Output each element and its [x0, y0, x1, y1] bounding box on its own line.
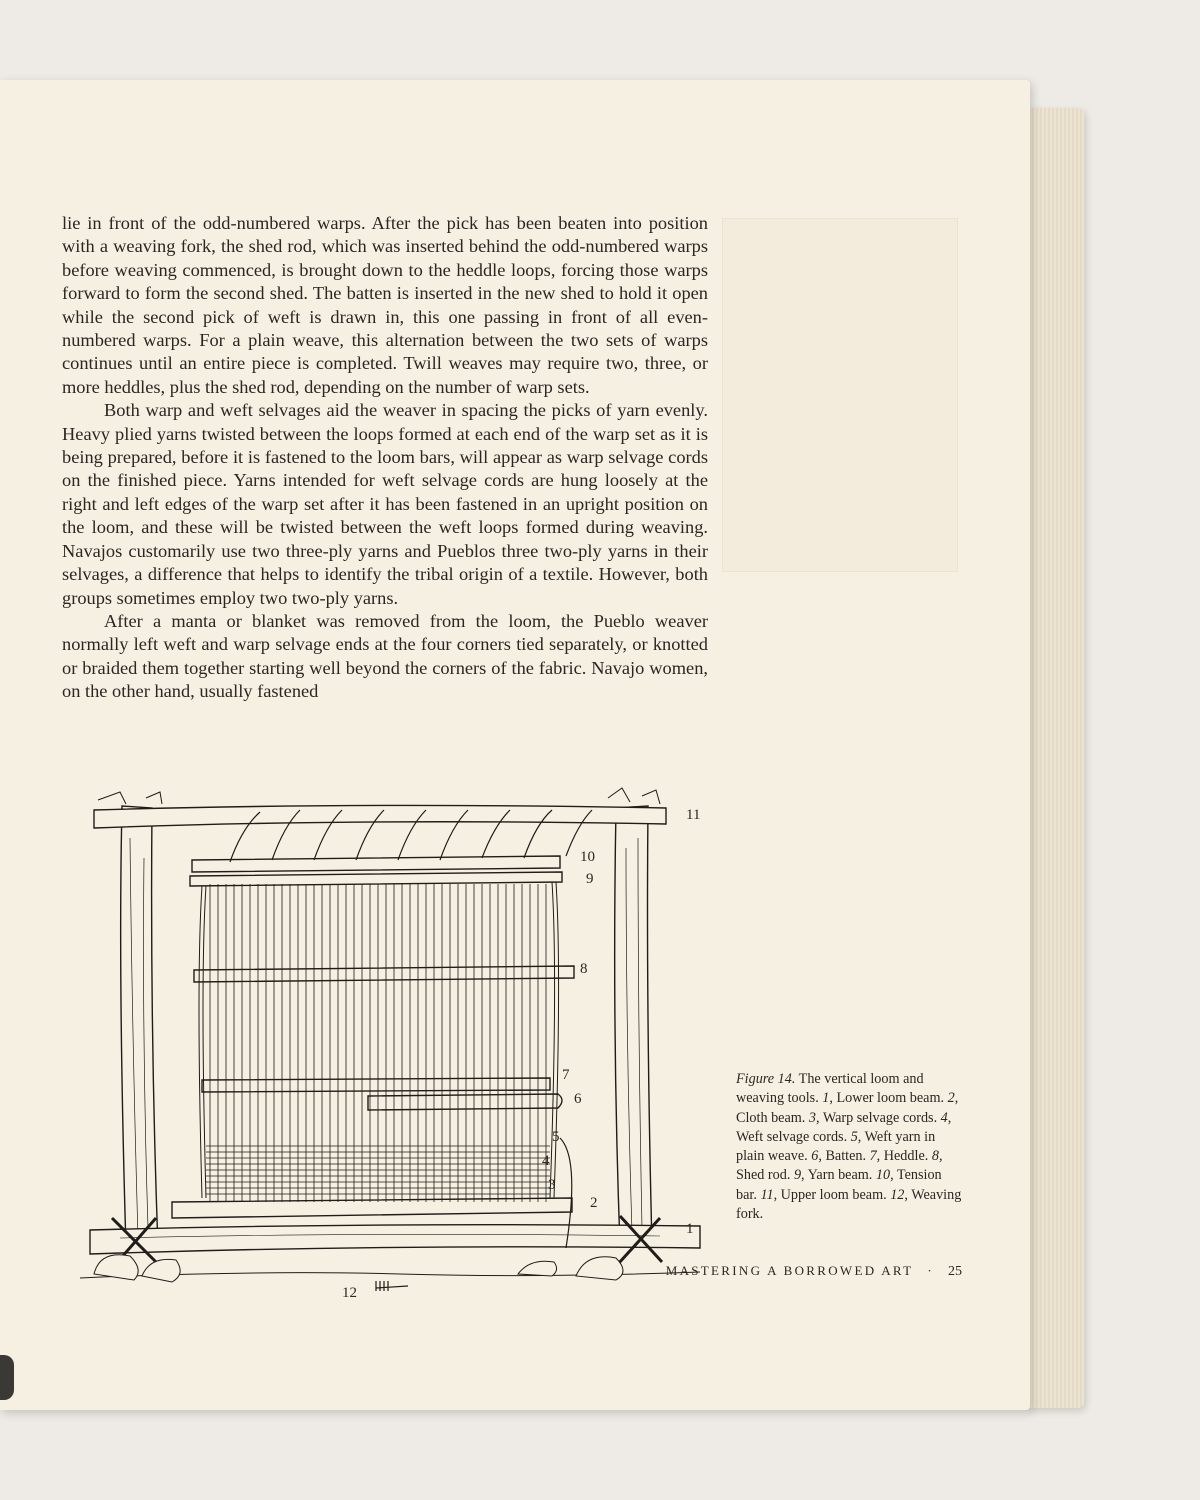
caption-item-text: , Cloth beam.: [736, 1090, 959, 1126]
yarn-beam: [190, 872, 562, 886]
caption-text: The vertical loom and weaving tools.: [736, 1071, 924, 1107]
caption-item-text: , Weft selvage cords.: [736, 1109, 952, 1145]
loom-illustration: [60, 778, 720, 1308]
caption-item-text: , Lower loom beam.: [829, 1090, 948, 1107]
caption-item-text: , Heddle.: [876, 1148, 932, 1165]
caption-item-text: , Batten.: [818, 1148, 870, 1165]
caption-item-num: 8: [931, 1148, 939, 1165]
figure-label-2: 2: [590, 1195, 598, 1211]
tension-bar: [192, 856, 560, 872]
lower-loom-beam: [90, 1225, 700, 1254]
footer-separator: ·: [927, 1263, 934, 1278]
figure-label-9: 9: [586, 871, 594, 887]
batten: [368, 1094, 562, 1110]
caption-item-num: 6: [811, 1148, 819, 1165]
figure-label-7: 7: [562, 1067, 570, 1083]
caption-item-num: 7: [869, 1148, 877, 1165]
caption-item-text: , Shed rod.: [736, 1148, 943, 1184]
caption-item-text: , Weaving fork.: [736, 1186, 962, 1223]
paragraph-1: lie in front of the odd-numbered warps. After the pick has been beaten into position with a weaving fork, the shed rod, which was inserted behind the odd-numbered warps before weaving commenced, is brought down to the heddle loops, forcing those warps forward to form the second shed. The batten is inserted in the new shed to hold it open while the second pick of weft is drawn in, this one passing in front of all even-numbered warps. For a plain weave, this alternation between the two sets of warps continues until an entire piece is completed. Twill weaves may require two, three, or more heddles, plus the shed rod, depending on the number of warp sets.: [62, 213, 708, 397]
caption-item-num: 5: [850, 1128, 858, 1145]
show-through-figure: [722, 218, 958, 572]
figure-label-12: 12: [342, 1285, 357, 1301]
caption-item-num: 2: [947, 1090, 955, 1107]
caption-item-text: , Warp selvage cords.: [816, 1109, 941, 1126]
caption-item-num: 1: [822, 1090, 830, 1107]
left-post: [121, 806, 158, 1248]
caption-item-num: 3: [808, 1109, 816, 1126]
figure-caption: [736, 1070, 962, 1224]
caption-item-num: 10: [875, 1167, 891, 1184]
cloth-beam: [172, 1198, 572, 1218]
weaving-fork: [376, 1281, 408, 1291]
caption-item-num: 11: [760, 1186, 774, 1203]
page-footer: [632, 1263, 962, 1280]
figure-label-11: 11: [686, 807, 701, 823]
paragraph-2: Both warp and weft selvages aid the weaver in spacing the picks of yarn evenly. Heavy plied yarns twisted between the loops formed at each end of the warp set as it is being prepared, before it is fastened to the loom bars, will appear as warp selvage cords on the finished piece. Yarns intended for weft selvage cords are hung loosely at the right and left edges of the warp set after it has been fastened in an upright position on the loom, and these will be twisted between the weft loops formed during weaving. Navajos customarily use two three-ply yarns and Pueblos three two-ply yarns in their selvages, a difference that helps to identify the tribal origin of a textile. However, both groups sometimes employ two two-ply yarns.: [62, 400, 708, 608]
right-post: [615, 806, 652, 1246]
loom-drawing: [60, 778, 720, 1308]
shed-rod: [194, 966, 574, 982]
caption-item-num: 12: [890, 1186, 905, 1203]
figure-label-10: 10: [580, 849, 595, 865]
figure-label-1: 1: [686, 1221, 694, 1237]
paragraph-3: After a manta or blanket was removed from the loom, the Pueblo weaver normally left weft and warp selvage ends at the four corners tied separately, or knotted or braided them together starting well beyond the corners of the fabric. Navajo women, on the other hand, usually fastened: [62, 610, 708, 702]
running-head: MASTERING A BORROWED ART: [665, 1263, 914, 1278]
caption-item-text: , Weft yarn in plain weave.: [736, 1128, 936, 1165]
figure-label-8: 8: [580, 961, 588, 977]
page-edges: [1026, 108, 1084, 1408]
figure-label-6: 6: [574, 1091, 582, 1107]
book-spine-shadow: [0, 1355, 14, 1400]
caption-item-num: 4: [940, 1109, 948, 1126]
caption-item-num: 9: [793, 1167, 802, 1184]
caption-item-text: , Tension bar.: [736, 1167, 942, 1203]
figure-label-5: 5: [552, 1129, 560, 1145]
warp-threads: [210, 884, 546, 1202]
caption-item-text: , Yarn beam.: [801, 1167, 876, 1184]
caption-figure-label: Figure 14.: [736, 1071, 796, 1087]
figure-label-3: 3: [548, 1177, 556, 1193]
figure-label-4: 4: [542, 1153, 550, 1169]
caption-item-text: , Upper loom beam.: [773, 1186, 891, 1203]
body-text: [62, 212, 708, 704]
page-number: 25: [948, 1264, 962, 1279]
